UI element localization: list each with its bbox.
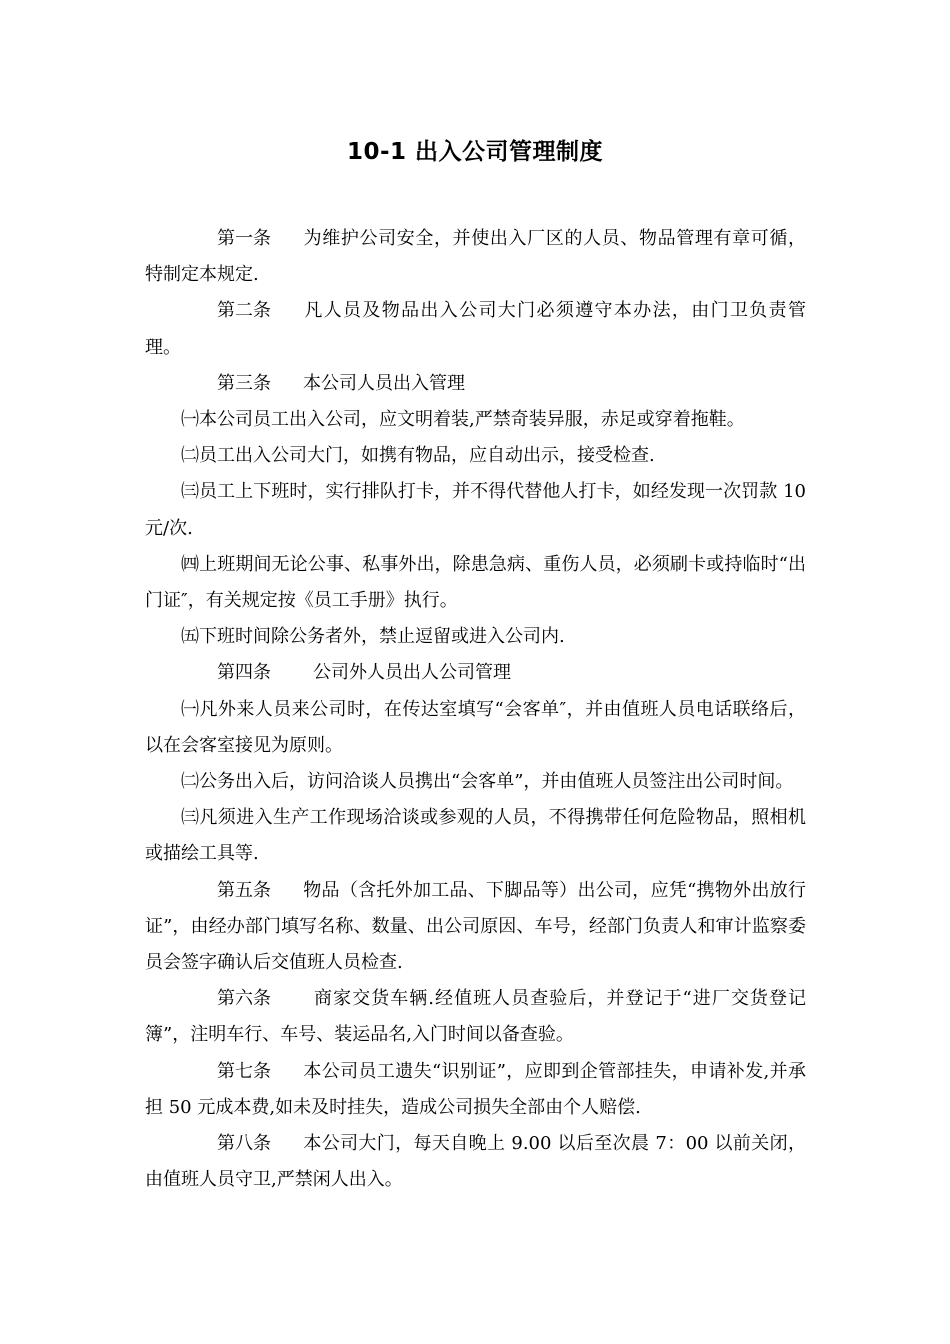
document-body [145, 221, 806, 1198]
article-number: 第四条 [217, 662, 271, 684]
paragraph-text: 本公司人员出入管理 [303, 372, 465, 394]
paragraph-text: 商家交货车辆.经值班人员查验后，并登记于“进厂交货登记簿”，注明车行、车号、装运品名,入门时间以备查验。 [145, 988, 806, 1046]
clause-paragraph [145, 800, 806, 872]
article-paragraph [145, 1054, 806, 1126]
paragraph-text: 凡人员及物品出入公司大门必须遵守本办法，由门卫负责管理。 [145, 300, 806, 358]
clause-paragraph [145, 692, 806, 764]
paragraph-text: 本公司员工遗失“识别证”，应即到企管部挂失，申请补发,并承担 50 元成本费,如未及时挂失，造成公司损失全部由个人赔偿. [145, 1060, 806, 1118]
article-number: 第八条 [217, 1133, 271, 1155]
article-paragraph [145, 366, 806, 402]
paragraph-text: ㈡员工出入公司大门，如携有物品，应自动出示，接受检查. [181, 445, 655, 467]
paragraph-text: 公司外人员出人公司管理 [313, 662, 511, 684]
article-number: 第七条 [217, 1060, 271, 1082]
clause-paragraph [145, 619, 806, 655]
article-number: 第五条 [217, 879, 271, 901]
article-paragraph [145, 1126, 806, 1198]
clause-paragraph [145, 438, 806, 474]
clause-paragraph [145, 764, 806, 800]
document-title: 10-1 出入公司管理制度 [346, 139, 604, 165]
clause-paragraph [145, 547, 806, 619]
article-number: 第三条 [217, 372, 271, 394]
paragraph-text: ㈡公务出入后，访问洽谈人员携出“会客单”，并由值班人员签注出公司时间。 [181, 771, 794, 793]
paragraph-text: ㈣上班期间无论公事、私事外出，除患急病、重伤人员，必须刷卡或持临时“出门证″，有关规定按《员工手册》执行。 [145, 553, 806, 612]
clause-paragraph [145, 474, 806, 546]
article-number: 第六条 [217, 988, 271, 1010]
paragraph-text: ㈢凡须进入生产工作现场洽谈或参观的人员，不得携带任何危险物品，照相机或描绘工具等. [145, 807, 806, 865]
article-paragraph [145, 293, 806, 365]
article-paragraph [145, 655, 806, 691]
article-paragraph [145, 873, 806, 982]
paragraph-text: ㈠凡外来人员来公司时，在传达室填写“会客单″，并由值班人员电话联络后，以在会客室接见为原则。 [145, 698, 806, 756]
article-number: 第一条 [217, 228, 271, 249]
article-paragraph [145, 981, 806, 1053]
article-paragraph [145, 221, 806, 293]
paragraph-text: 物品（含托外加工品、下脚品等）出公司，应凭“携物外出放行证”，由经办部门填写名称、数量、出公司原因、车号，经部门负责人和审计监察委员会签字确认后交值班人员检查. [145, 879, 806, 974]
paragraph-text: ㈢员工上下班时，实行排队打卡，并不得代替他人打卡，如经发现一次罚款 10 元/次. [145, 481, 806, 539]
article-number: 第二条 [217, 300, 271, 322]
paragraph-text: 为维护公司安全，并使出入厂区的人员、物品管理有章可循，特制定本规定. [145, 228, 806, 286]
paragraph-text: ㈤下班时间除公务者外，禁止逗留或进入公司内. [181, 626, 565, 648]
paragraph-text: 本公司大门，每天自晚上 9.00 以后至次晨 7：00 以前关闭，由值班人员守卫,严禁闲人出入。 [145, 1133, 806, 1191]
paragraph-text: ㈠本公司员工出入公司，应文明着装,严禁奇装异服，赤足或穿着拖鞋。 [181, 409, 745, 431]
clause-paragraph [145, 402, 806, 438]
